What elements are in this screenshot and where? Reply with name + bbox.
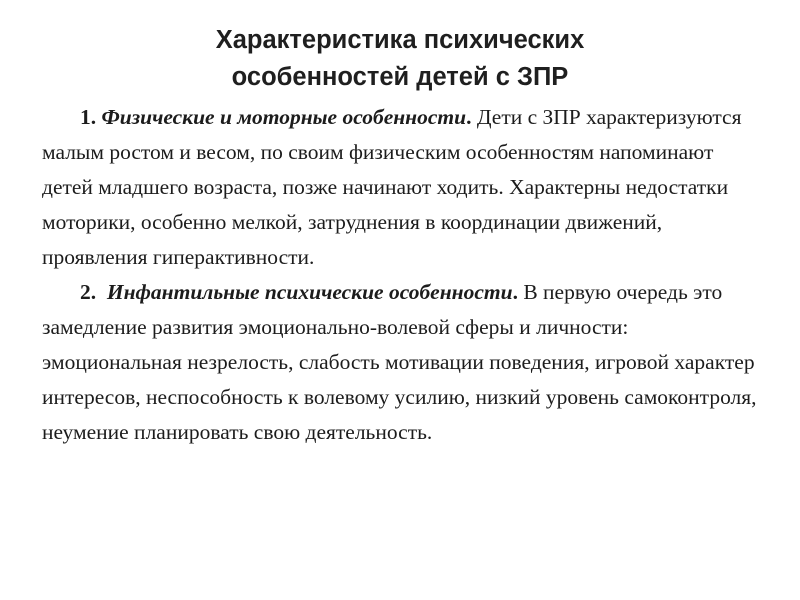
paragraph-1-text: Дети с ЗПР характеризуются малым ростом и весом, по своим физическим особенностям напоминают детей младшего возраста, позже начинают ходить. Характерны недостатки моторики, особенно мелкой, затруднения в координации движений, проявления гиперактивности. [42, 105, 742, 269]
paragraph-1-heading [102, 105, 472, 129]
paragraph-2-heading-text: Инфантильные психические особенности [106, 280, 513, 304]
paragraph-1-number: 1. [80, 105, 97, 129]
paragraph-2-heading-period: . [512, 280, 518, 304]
slide-body [42, 100, 767, 450]
paragraph-1-heading-period: . [466, 105, 472, 129]
paragraph-2-text: В первую очередь это замедление развития эмоционально-волевой сферы и личности: эмоциональная незрелость, слабость мотивации поведения, игровой характер интересов, неспособность к волевому усилию, низкий уровень самоконтроля, неумение планировать свою деятельность. [42, 280, 757, 444]
slide-title-line-2: особенностей детей с ЗПР [231, 63, 569, 91]
paragraph-2-heading [107, 280, 518, 304]
paragraph-infantile-mental [42, 275, 767, 450]
paragraph-physical-motor [42, 100, 767, 275]
paragraph-2-number: 2. [80, 280, 97, 304]
paragraph-1-heading-text: Физические и моторные особенности [101, 105, 467, 129]
slide-title [60, 22, 740, 96]
slide-title-line-1: Характеристика психических [215, 26, 585, 54]
